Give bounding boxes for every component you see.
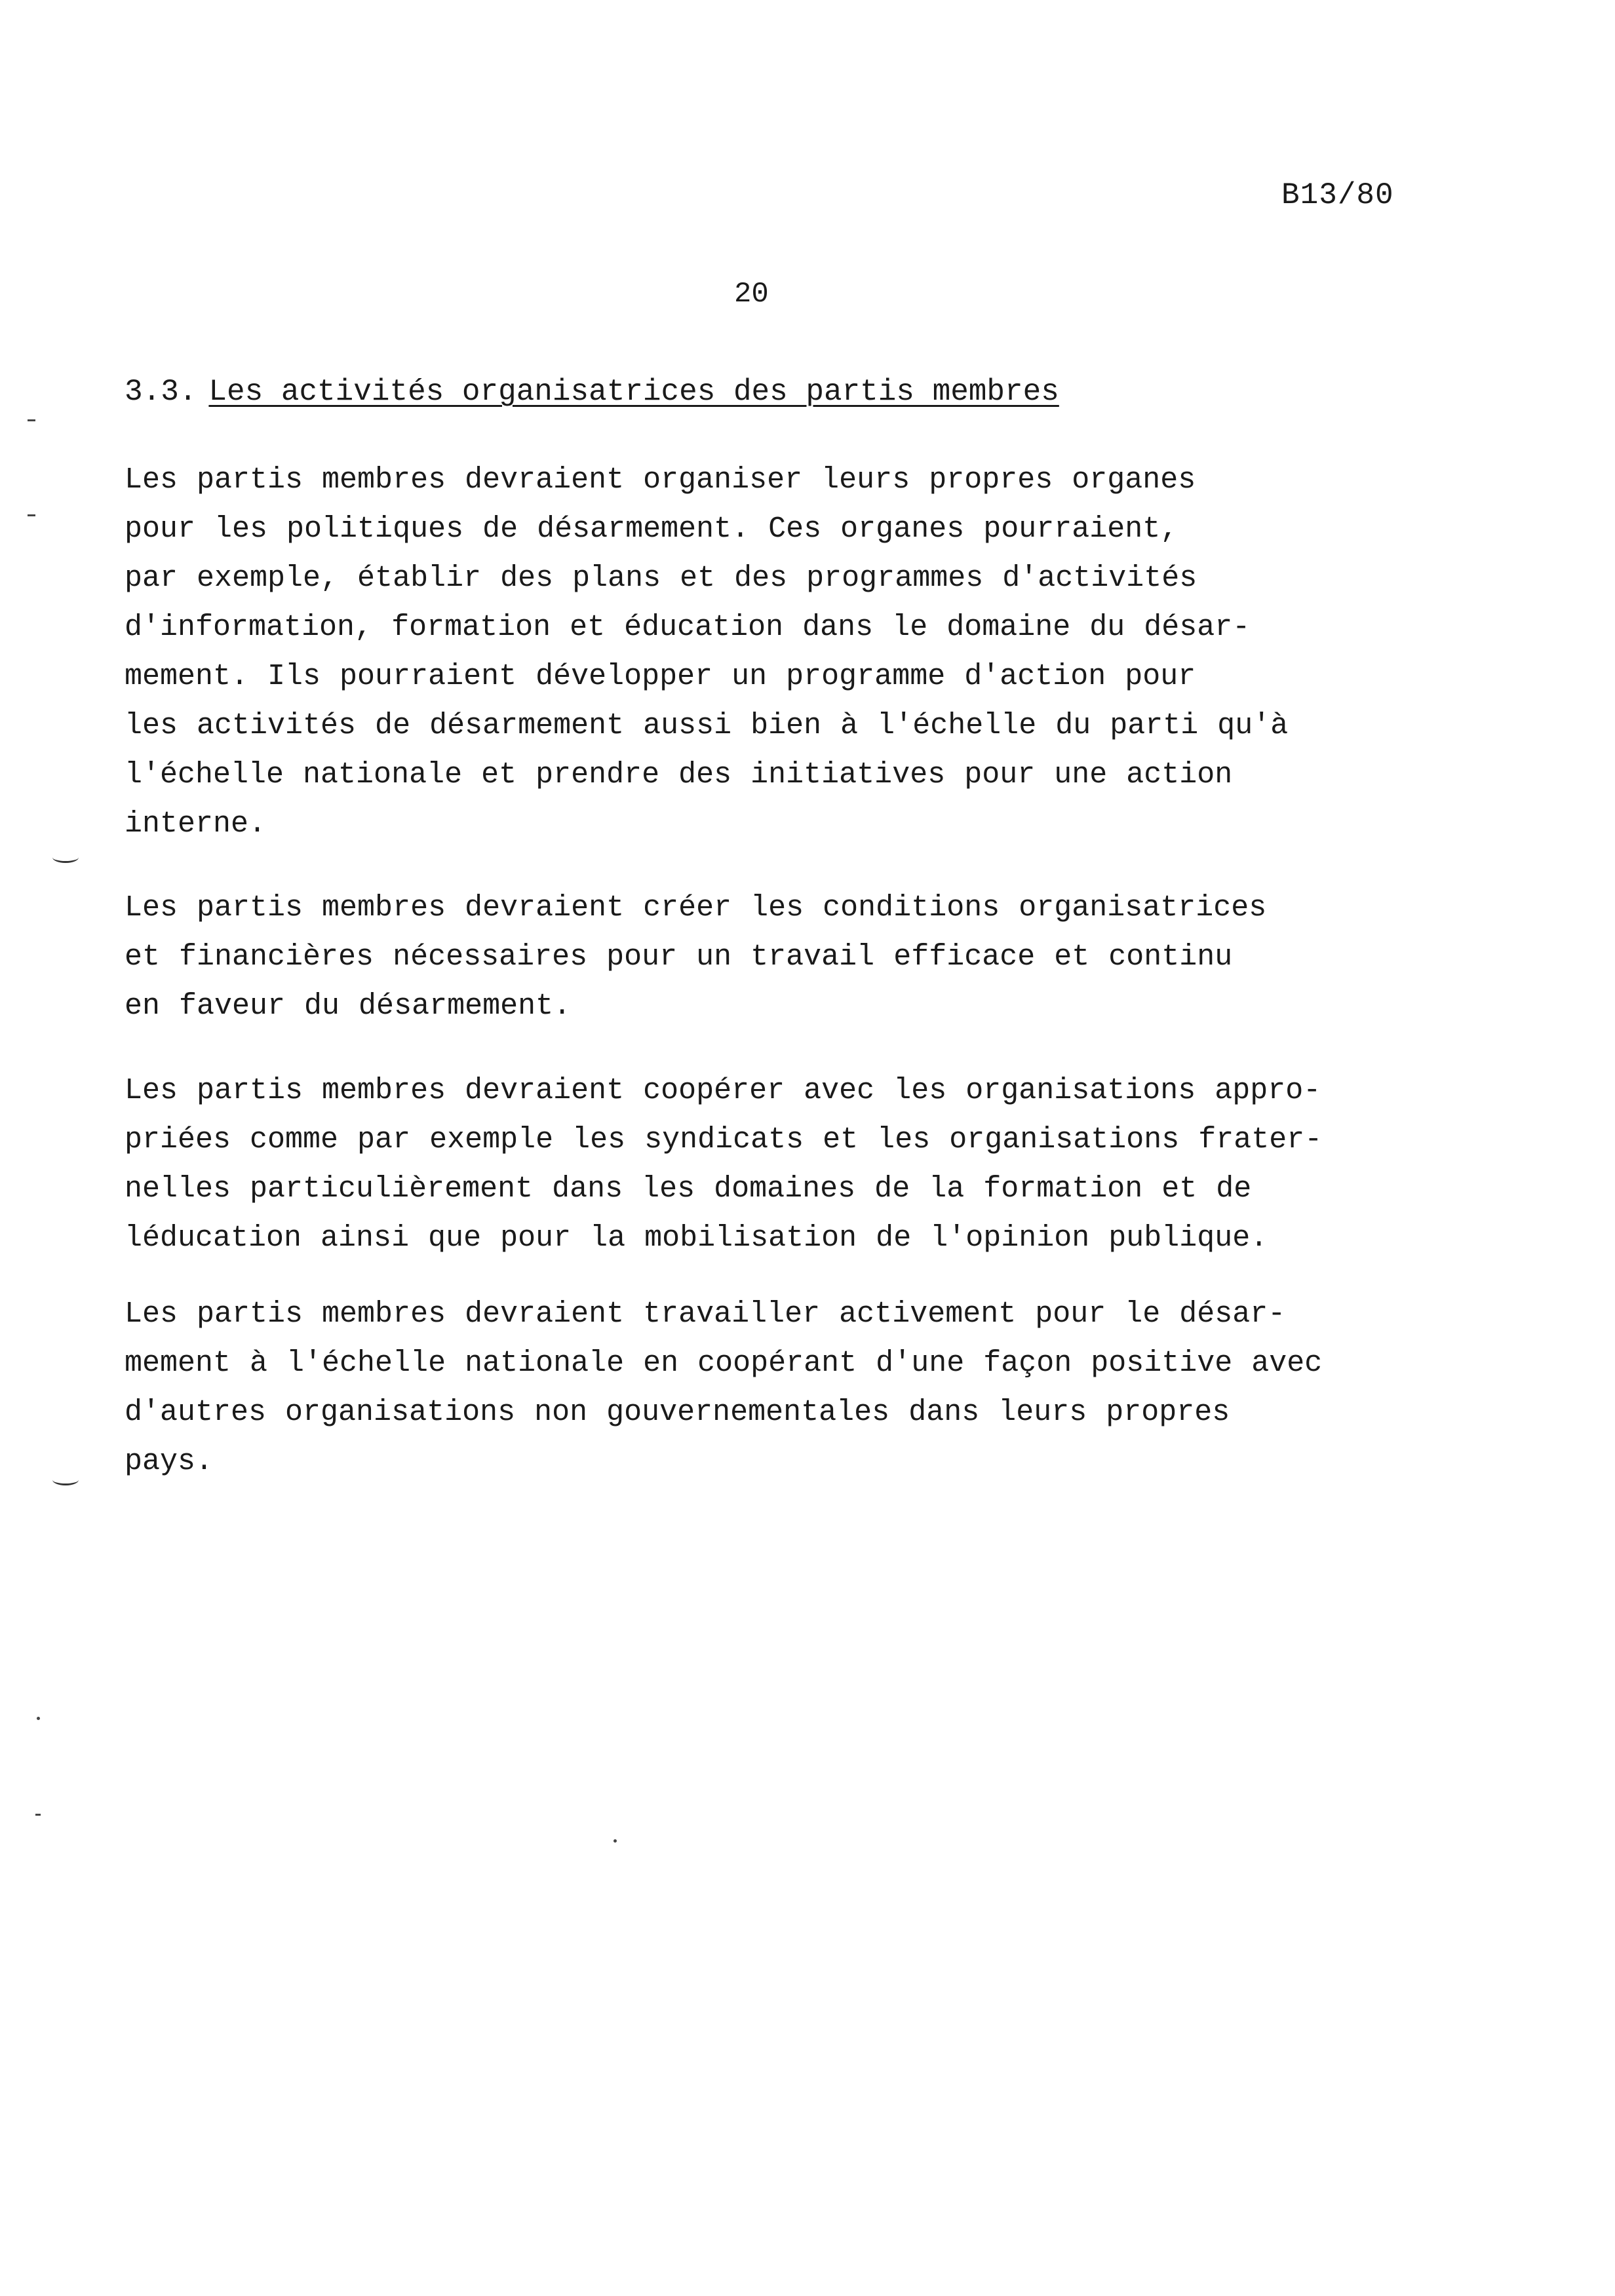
section-title: Les activités organisatrices des partis membres (208, 375, 1059, 409)
text-line: Les partis membres devraient travailler activement pour le désar- (125, 1297, 1286, 1331)
paragraph-organes (125, 455, 1455, 849)
text-line: et financières nécessaires pour un travail efficace et continu (125, 940, 1233, 974)
text-line: Les partis membres devraient organiser leurs propres organes (125, 463, 1196, 497)
margin-mark (52, 1474, 79, 1485)
margin-mark (35, 1814, 41, 1816)
paragraph-conditions (125, 883, 1455, 1031)
text-line: d'autres organisations non gouvernementales dans leurs propres (125, 1396, 1230, 1429)
text-line: mement à l'échelle nationale en coopérant d'une façon positive avec (125, 1347, 1323, 1380)
text-line: priées comme par exemple les syndicats et les organisations frater- (125, 1123, 1323, 1157)
text-line: en faveur du désarmement. (125, 989, 572, 1023)
text-line: mement. Ils pourraient développer un programme d'action pour (125, 660, 1196, 693)
margin-mark (37, 1717, 40, 1720)
text-line: interne. (125, 807, 267, 841)
text-line: léducation ainsi que pour la mobilisation de l'opinion publique. (125, 1221, 1268, 1255)
margin-mark (613, 1839, 617, 1843)
section-heading (125, 375, 1059, 409)
text-line: Les partis membres devraient coopérer avec les organisations appro- (125, 1074, 1321, 1107)
text-line: Les partis membres devraient créer les conditions organisatrices (125, 891, 1267, 925)
margin-mark (28, 514, 35, 516)
margin-mark (52, 852, 79, 863)
text-line: les activités de désarmement aussi bien à l'échelle du parti qu'à (125, 709, 1289, 742)
text-line: d'information, formation et éducation dans le domaine du désar- (125, 611, 1251, 644)
paragraph-national (125, 1290, 1455, 1486)
text-line: pour les politiques de désarmement. Ces organes pourraient, (125, 512, 1178, 546)
paragraph-cooperation (125, 1066, 1455, 1263)
page-number: 20 (734, 278, 769, 311)
text-line: l'échelle nationale et prendre des initiatives pour une action (125, 758, 1233, 792)
section-number: 3.3. (125, 375, 197, 409)
margin-mark (28, 419, 35, 421)
document-reference: B13/80 (1281, 178, 1394, 212)
text-line: pays. (125, 1445, 214, 1478)
text-line: nelles particulièrement dans les domaines de la formation et de (125, 1172, 1252, 1206)
text-line: par exemple, établir des plans et des programmes d'activités (125, 562, 1197, 595)
